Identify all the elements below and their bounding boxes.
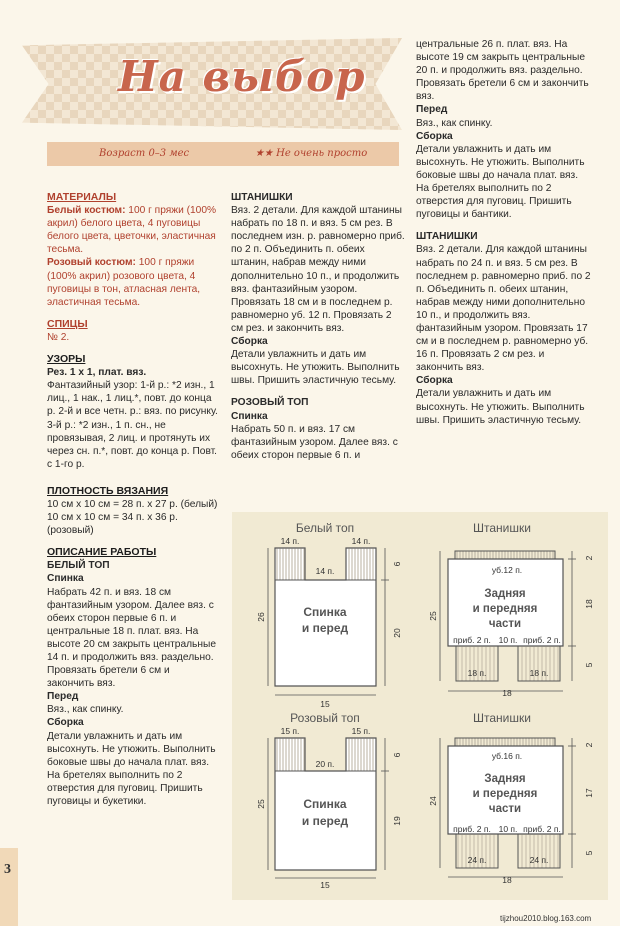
height-label: 26 bbox=[256, 612, 266, 622]
leg-left-label: 18 п. bbox=[467, 668, 487, 678]
age-label: Возраст 0–3 мес bbox=[99, 148, 190, 159]
strap-right-label: 15 п. bbox=[351, 726, 371, 736]
dim-top-label: 2 bbox=[584, 742, 594, 748]
back-heading: Спинка bbox=[47, 573, 84, 585]
part-label: части bbox=[488, 803, 522, 815]
strap-left-label: 14 п. bbox=[280, 536, 300, 546]
diagram-title: Белый топ bbox=[295, 521, 355, 535]
back-text: Набрать 50 п. и вяз. 17 см фантазийным узором. Далее вяз. с обеих сторон первые 6 п. и bbox=[231, 423, 398, 461]
increase-right-label: приб. 2 п. bbox=[523, 824, 561, 834]
rib-pattern: Рез. 1 х 1, плат. вяз. bbox=[47, 367, 147, 379]
increase-left-label: приб. 2 п. bbox=[453, 824, 491, 834]
dim-top-label: 2 bbox=[584, 555, 594, 561]
assembly-text: Детали увлажнить и дать им высохнуть. Не утюжить. Выполнить швы. Пришить эластичную тесьму. bbox=[231, 349, 400, 387]
page-title: На выбор bbox=[118, 52, 366, 101]
footer-url: tijzhou2010.blog.163.com bbox=[500, 914, 592, 923]
patterns-heading: УЗОРЫ bbox=[47, 353, 86, 366]
part-label: и перед bbox=[301, 621, 349, 635]
white-top-heading: БЕЛЫЙ ТОП bbox=[47, 560, 110, 572]
needles-text: № 2. bbox=[47, 331, 70, 343]
density-heading: ПЛОТНОСТЬ ВЯЗАНИЯ bbox=[47, 484, 169, 497]
materials-heading: МАТЕРИАЛЫ bbox=[47, 191, 117, 203]
width-label: 18 bbox=[502, 688, 512, 698]
page-number-tab bbox=[0, 848, 18, 926]
continued-text: центральные 26 п. плат. вяз. На высоте 19 см закрыть центральные 20 п. и продолжить вяз. раздельно. Провязать бретели 6 см и закончить вяз. bbox=[416, 39, 589, 103]
difficulty-label: ★★ Не очень просто bbox=[255, 148, 368, 159]
pants-text: Вяз. 2 детали. Для каждой штанины набрать по 24 п. и вяз. 5 см рез. В последнем р. равномерно приб. по 2 п. Объединить п. обеих штанин, набрав между ними дополнительно 10 п., и продолжить вяз. фантазийным узором. Провязать 17 см и в последнем р. равномерно уб. 16 п. Провязать 2 см рез. и закончить вяз. bbox=[416, 244, 591, 374]
white-top-diagram bbox=[256, 521, 402, 709]
decrease-label: уб.12 п. bbox=[491, 565, 523, 575]
part-label: и передняя bbox=[472, 603, 538, 615]
assembly-text: Детали увлажнить и дать им высохнуть. Не утюжить. Выполнить боковые швы до начала плат. вяз. На бретелях выполнить по 2 отверстия для пуговиц. Пришить пуговицы и бантики. bbox=[416, 143, 585, 221]
pants-diagram-1 bbox=[428, 521, 594, 698]
dim-leg-label: 5 bbox=[584, 850, 594, 856]
white-suit-materials: Белый костюм: 100 г пряжи (100% акрил) белого цвета, 4 пуговицы белого цвета, цветочки, эластичная тесьма. bbox=[47, 205, 217, 256]
assembly-heading: Сборка bbox=[47, 717, 84, 729]
assembly-heading: Сборка bbox=[231, 336, 268, 348]
width-label: 18 bbox=[502, 875, 512, 885]
leg-left-label: 24 п. bbox=[467, 855, 487, 865]
page-number: 3 bbox=[4, 862, 11, 877]
increase-left-label: приб. 2 п. bbox=[453, 635, 491, 645]
pants-diagram-2 bbox=[428, 711, 594, 885]
front-text: Вяз., как спинку. bbox=[416, 117, 493, 129]
leg-right-label: 18 п. bbox=[529, 668, 549, 678]
center-label: 20 п. bbox=[315, 759, 335, 769]
increase-right-label: приб. 2 п. bbox=[523, 635, 561, 645]
front-heading: Перед bbox=[416, 104, 448, 116]
part-label: части bbox=[488, 618, 522, 630]
height-label: 25 bbox=[428, 611, 438, 621]
part-label: и передняя bbox=[472, 788, 538, 800]
assembly-heading: Сборка bbox=[416, 375, 453, 387]
dim-body-label: 17 bbox=[584, 788, 594, 798]
middle-label: 10 п. bbox=[498, 824, 518, 834]
center-label: 14 п. bbox=[315, 566, 335, 576]
dim-body-label: 18 bbox=[584, 599, 594, 609]
density-pink: 10 см х 10 см = 34 п. х 36 р. (розовый) bbox=[47, 512, 178, 537]
dim-top-label: 6 bbox=[392, 752, 402, 758]
strap-right-label: 14 п. bbox=[351, 536, 371, 546]
density-white: 10 см х 10 см = 28 п. х 27 р. (белый) bbox=[47, 498, 218, 510]
needles-heading: СПИЦЫ bbox=[47, 317, 88, 330]
height-label: 25 bbox=[256, 799, 266, 809]
pants-heading: ШТАНИШКИ bbox=[416, 231, 478, 243]
diagram-title: Розовый топ bbox=[290, 711, 360, 725]
front-heading: Перед bbox=[47, 691, 79, 703]
dim-leg-label: 5 bbox=[584, 662, 594, 668]
back-text: Набрать 42 п. и вяз. 18 см фантазийным узором. Далее вяз. с обеих сторон первые 6 п. и центральные 18 п. плат. вяз. На высоте 20 см закрыть центральные 14 п. и продолжить вяз. раздельно. Провязать бретели 6 см и закончить вяз. bbox=[47, 586, 216, 690]
height-label: 24 bbox=[428, 796, 438, 806]
part-label: Спинка bbox=[303, 605, 347, 619]
back-heading: Спинка bbox=[231, 410, 268, 422]
assembly-heading: Сборка bbox=[416, 130, 453, 142]
part-label: Задняя bbox=[484, 588, 526, 600]
middle-label: 10 п. bbox=[498, 635, 518, 645]
diagram-title: Штанишки bbox=[473, 521, 531, 535]
width-label: 15 bbox=[320, 880, 330, 890]
dim-body-label: 20 bbox=[392, 628, 402, 638]
decrease-label: уб.16 п. bbox=[491, 751, 523, 761]
dim-top-label: 6 bbox=[392, 561, 402, 567]
pants-heading: ШТАНИШКИ bbox=[231, 192, 293, 203]
pants-text: Вяз. 2 детали. Для каждой штанины набрать по 18 п. и вяз. 5 см рез. В последнем изн. р. равномерно приб. по 2 п. Объединить п. обеих штанин, набрав между ними дополнительно 10 п., и продолжить вяз. фантазийным узором. Провязать 18 см и в последнем р. равномерно уб. 12 п. Провязать 2 см рез. и закончить вяз. bbox=[231, 205, 405, 334]
dim-body-label: 19 bbox=[392, 816, 402, 826]
pink-suit-materials: Розовый костюм: 100 г пряжи (100% акрил) розового цвета, 4 пуговицы в тон, атласная лента, эластичная тесьма. bbox=[47, 257, 201, 308]
pink-top-diagram bbox=[256, 711, 402, 890]
part-label: Спинка bbox=[303, 797, 347, 811]
width-label: 15 bbox=[320, 699, 330, 709]
diagram-title: Штанишки bbox=[473, 711, 531, 725]
assembly-text: Детали увлажнить и дать им высохнуть. Не утюжить. Выполнить швы. Пришить эластичную тесьму. bbox=[416, 388, 585, 426]
pink-top-heading: РОЗОВЫЙ ТОП bbox=[231, 397, 309, 409]
work-heading: ОПИСАНИЕ РАБОТЫ bbox=[47, 546, 157, 559]
part-label: и перед bbox=[301, 814, 349, 828]
front-text: Вяз., как спинку. bbox=[47, 704, 124, 716]
leg-right-label: 24 п. bbox=[529, 855, 549, 865]
strap-left-label: 15 п. bbox=[280, 726, 300, 736]
fancy-pattern: Фантазийный узор: 1-й р.: *2 изн., 1 лиц., 1 нак., 1 лиц.*, повт. до конца р. 2-й и все четн. р.: вяз. по рисунку. 3-й р.: *2 изн., 1 п. сн., не провязывая, 2 лиц. и протянуть их через сн. п.*, повт. до конца р. Повт. с 1-го р. bbox=[47, 380, 218, 470]
assembly-text: Детали увлажнить и дать им высохнуть. Не утюжить. Выполнить боковые швы до начала плат. вяз. На бретелях выполнить по 2 отверстия для пуговиц. Пришить пуговицы и букетики. bbox=[47, 730, 216, 808]
part-label: Задняя bbox=[484, 773, 526, 785]
